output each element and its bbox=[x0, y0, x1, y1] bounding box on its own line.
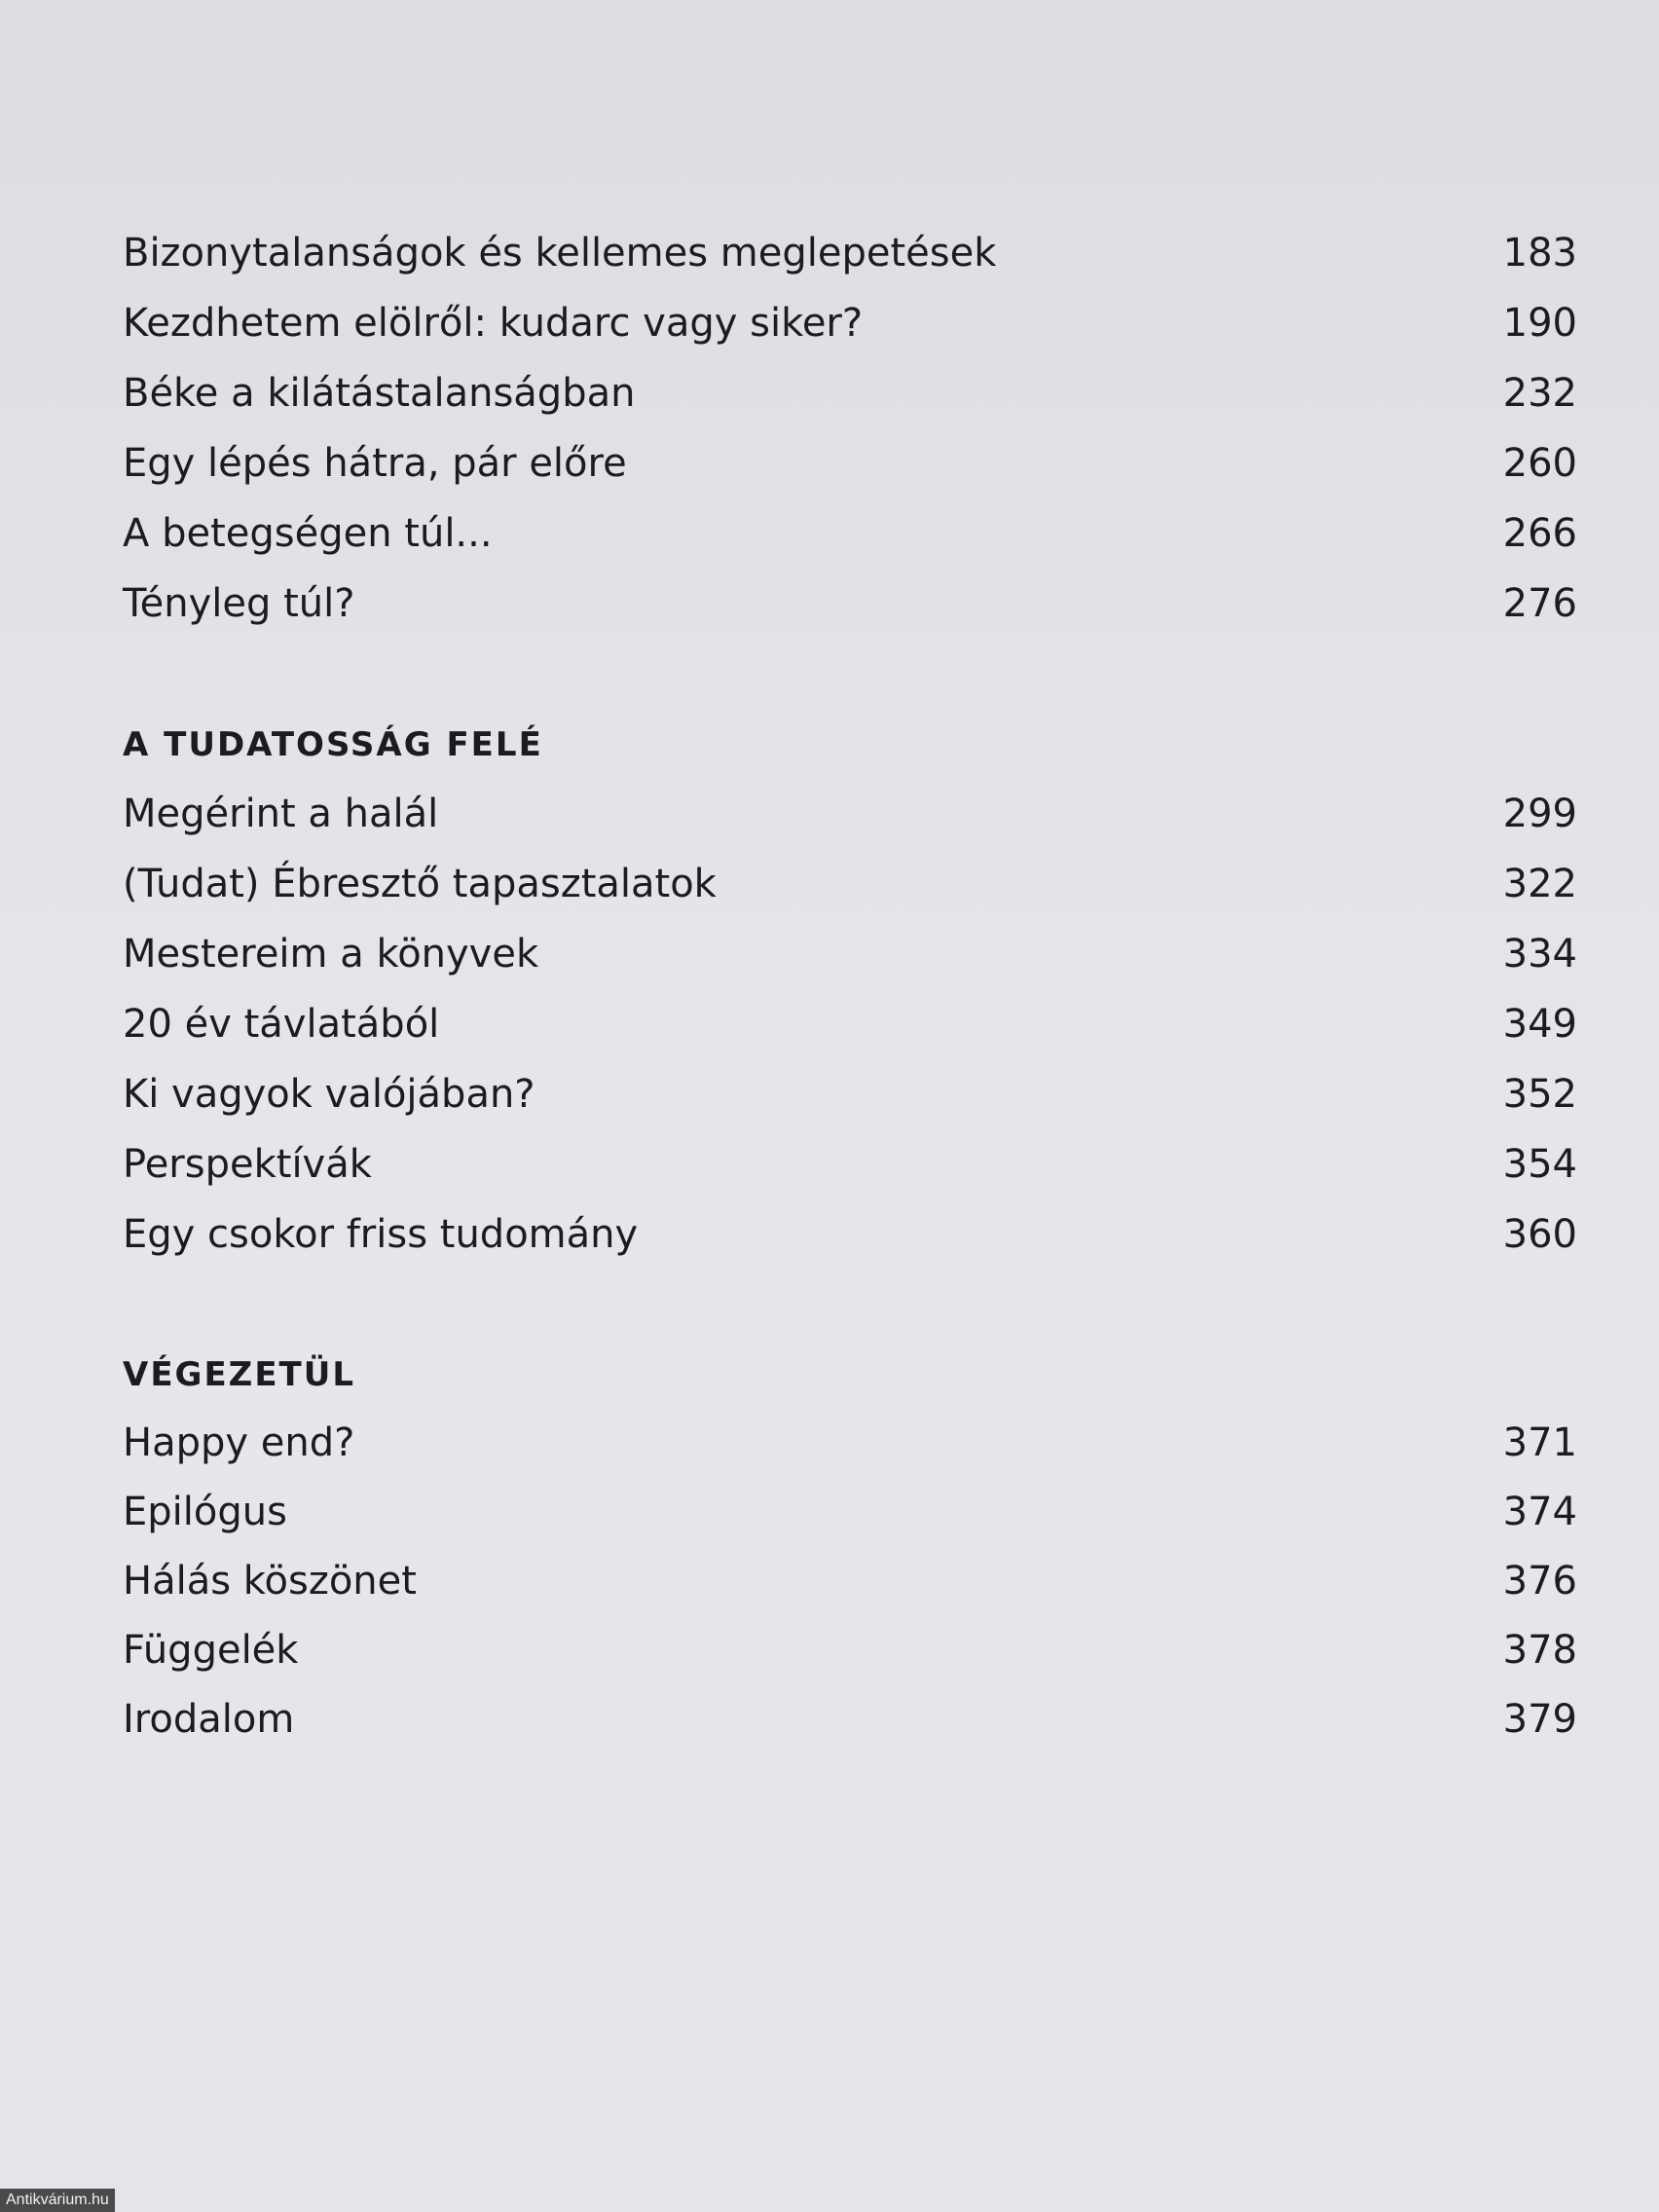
toc-entry-page: 334 bbox=[1502, 932, 1577, 977]
toc-entry bbox=[123, 995, 1577, 1053]
toc-entry bbox=[123, 1205, 1577, 1264]
toc-entry bbox=[123, 1414, 1577, 1472]
toc-entry-title: A betegségen túl... bbox=[123, 511, 493, 556]
toc-entry bbox=[123, 294, 1577, 352]
toc-entry bbox=[123, 1065, 1577, 1124]
toc-entry-title: Tényleg túl? bbox=[123, 581, 355, 626]
toc-entry-title: Irodalom bbox=[123, 1697, 295, 1742]
toc-entry-page: 276 bbox=[1502, 581, 1577, 626]
toc-entry-title: Függelék bbox=[123, 1628, 299, 1673]
toc-entry bbox=[123, 1483, 1577, 1541]
toc-entry-title: Epilógus bbox=[123, 1490, 287, 1534]
toc-entry bbox=[123, 855, 1577, 913]
toc-entry bbox=[123, 785, 1577, 843]
toc-entry-title: Egy lépés hátra, pár előre bbox=[123, 441, 627, 486]
toc-entry bbox=[123, 224, 1577, 282]
toc-entry bbox=[123, 1690, 1577, 1749]
toc-entry bbox=[123, 574, 1577, 633]
toc-entry bbox=[123, 1552, 1577, 1610]
toc-entry-title: Mestereim a könyvek bbox=[123, 932, 539, 977]
toc-entry-title: 20 év távlatából bbox=[123, 1002, 440, 1047]
toc-entry bbox=[123, 1135, 1577, 1194]
toc-entry-title: Bizonytalanságok és kellemes meglepetések bbox=[123, 231, 997, 276]
toc-entry-title: (Tudat) Ébresztő tapasztalatok bbox=[123, 862, 717, 906]
toc-entry-page: 232 bbox=[1502, 371, 1577, 416]
toc-entry-page: 378 bbox=[1502, 1628, 1577, 1673]
toc-entry-title: Béke a kilátástalanságban bbox=[123, 371, 636, 416]
toc-entry-page: 354 bbox=[1502, 1142, 1577, 1187]
toc-entry bbox=[123, 364, 1577, 423]
watermark: Antikvárium.hu bbox=[0, 2189, 115, 2212]
section-heading: VÉGEZETÜL bbox=[123, 1355, 356, 1394]
toc-entry-page: 260 bbox=[1502, 441, 1577, 486]
toc-entry-title: Egy csokor friss tudomány bbox=[123, 1212, 639, 1257]
toc-entry-title: Happy end? bbox=[123, 1420, 355, 1465]
toc-entry bbox=[123, 504, 1577, 563]
toc-entry-page: 322 bbox=[1502, 862, 1577, 906]
section-heading: A TUDATOSSÁG FELÉ bbox=[123, 725, 543, 764]
toc-entry-page: 349 bbox=[1502, 1002, 1577, 1047]
toc-entry-title: Kezdhetem elölről: kudarc vagy siker? bbox=[123, 301, 864, 346]
toc-entry-page: 266 bbox=[1502, 511, 1577, 556]
toc-entry-page: 379 bbox=[1502, 1697, 1577, 1742]
toc-entry-page: 376 bbox=[1502, 1559, 1577, 1604]
toc-entry-title: Hálás köszönet bbox=[123, 1559, 417, 1604]
toc-entry-page: 371 bbox=[1502, 1420, 1577, 1465]
toc-entry-page: 183 bbox=[1502, 231, 1577, 276]
toc-entry bbox=[123, 434, 1577, 493]
toc-entry-page: 374 bbox=[1502, 1490, 1577, 1534]
toc-entry bbox=[123, 1621, 1577, 1679]
toc-entry bbox=[123, 925, 1577, 983]
toc-entry-title: Megérint a halál bbox=[123, 792, 439, 836]
toc-entry-page: 190 bbox=[1502, 301, 1577, 346]
toc-entry-page: 360 bbox=[1502, 1212, 1577, 1257]
toc-entry-title: Perspektívák bbox=[123, 1142, 372, 1187]
toc-entry-page: 299 bbox=[1502, 792, 1577, 836]
toc-entry-title: Ki vagyok valójában? bbox=[123, 1072, 535, 1117]
toc-entry-page: 352 bbox=[1502, 1072, 1577, 1117]
